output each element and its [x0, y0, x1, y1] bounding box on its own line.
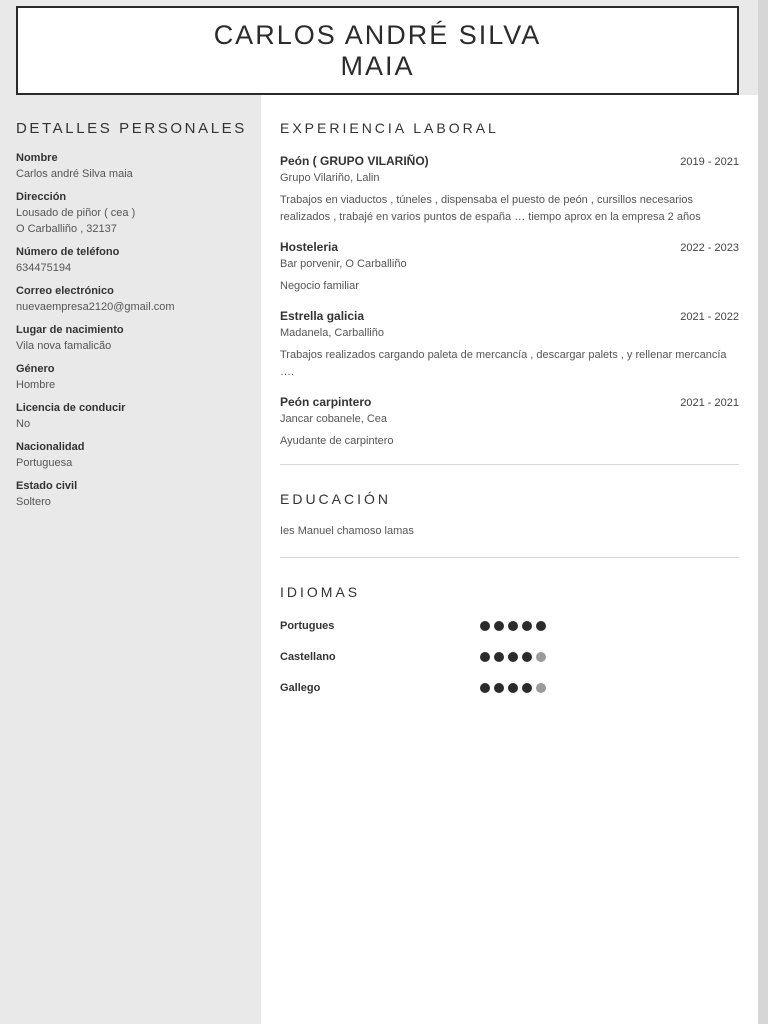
level-dot-filled: [494, 652, 504, 662]
education-list: [280, 525, 739, 537]
language-name: Castellano: [280, 650, 336, 663]
detail-value: Soltero: [16, 496, 51, 508]
main-content: [280, 120, 739, 703]
job-header: [280, 309, 739, 323]
languages-list: [280, 610, 739, 703]
detail-value: O Carballiño , 32137: [16, 223, 117, 235]
language-name: Gallego: [280, 681, 321, 694]
detail-label: Estado civil: [16, 480, 78, 492]
level-dot-empty: [536, 683, 546, 693]
detail-value: Portuguesa: [16, 457, 73, 469]
job-dates: 2021 - 2022: [680, 311, 739, 323]
level-dot-filled: [480, 683, 490, 693]
detail-item: [16, 151, 251, 182]
detail-item: [16, 190, 251, 237]
language-name: Portugues: [280, 619, 335, 632]
level-dot-filled: [522, 621, 532, 631]
detail-item: [16, 323, 251, 354]
name-header: [16, 6, 739, 95]
level-dot-filled: [522, 652, 532, 662]
level-dot-filled: [508, 683, 518, 693]
level-dot-filled: [494, 621, 504, 631]
detail-item: [16, 362, 251, 393]
job-entry: [280, 395, 739, 450]
detail-value: Hombre: [16, 379, 56, 391]
level-dot-filled: [536, 621, 546, 631]
detail-value: Vila nova famalicão: [16, 340, 112, 352]
name-line-2: MAIA: [340, 50, 415, 81]
detail-label: Número de teléfono: [16, 246, 120, 258]
level-dot-filled: [508, 621, 518, 631]
language-row: [280, 672, 739, 703]
detail-item: [16, 284, 251, 315]
education-item: Ies Manuel chamoso lamas: [280, 525, 414, 537]
education-title: EDUCACIÓN: [280, 491, 392, 507]
detail-value: No: [16, 418, 31, 430]
divider: [280, 464, 739, 465]
detail-label: Lugar de nacimiento: [16, 324, 124, 336]
language-level-dots: [480, 683, 546, 693]
level-dot-filled: [494, 683, 504, 693]
language-row: [280, 641, 739, 672]
job-header: [280, 154, 739, 168]
job-dates: 2022 - 2023: [680, 242, 739, 254]
name-line-1: CARLOS ANDRÉ SILVA: [213, 19, 542, 50]
page-right-edge: [758, 0, 768, 1024]
job-entry: [280, 240, 739, 295]
detail-item: [16, 245, 251, 276]
level-dot-empty: [536, 652, 546, 662]
job-description: Negocio familiar: [280, 280, 359, 292]
job-title: Peón carpintero: [280, 395, 372, 409]
job-description: Trabajos en viaductos , túneles , dispensaba el puesto de peón , cursillos necesarios realizados , trabajé en varios puntos de españa … tiempo aprox en la empresa 2 años: [280, 194, 701, 223]
detail-label: Correo electrónico: [16, 285, 114, 297]
job-title: Hosteleria: [280, 240, 339, 254]
divider: [280, 557, 739, 558]
detail-value: nuevaempresa2120@gmail.com: [16, 301, 175, 313]
personal-details-sidebar: [16, 120, 251, 518]
job-company: Jancar cobanele, Cea: [280, 413, 388, 425]
job-dates: 2019 - 2021: [680, 156, 739, 168]
personal-details-title: DETALLES PERSONALES: [16, 120, 247, 137]
detail-value: Carlos andré Silva maia: [16, 168, 133, 180]
job-company: Grupo Vilariño, Lalin: [280, 172, 380, 184]
language-row: [280, 610, 739, 641]
job-title: Estrella galicia: [280, 309, 365, 323]
detail-value: 634475194: [16, 262, 72, 274]
detail-value: Lousado de piñor ( cea ): [16, 207, 136, 219]
detail-item: [16, 401, 251, 432]
job-entry: [280, 154, 739, 226]
job-dates: 2021 - 2021: [680, 397, 739, 409]
job-header: [280, 395, 739, 409]
detail-label: Género: [16, 363, 55, 375]
job-description: Ayudante de carpintero: [280, 435, 394, 447]
job-company: Madanela, Carballiño: [280, 327, 384, 339]
job-entry: [280, 309, 739, 381]
level-dot-filled: [508, 652, 518, 662]
job-title: Peón ( GRUPO VILARIÑO): [280, 154, 429, 168]
language-level-dots: [480, 621, 546, 631]
language-level-dots: [480, 652, 546, 662]
detail-item: [16, 440, 251, 471]
detail-label: Licencia de conducir: [16, 402, 126, 414]
detail-label: Nombre: [16, 152, 58, 164]
level-dot-filled: [522, 683, 532, 693]
detail-item: [16, 479, 251, 510]
experience-title: EXPERIENCIA LABORAL: [280, 120, 499, 136]
detail-label: Nacionalidad: [16, 441, 85, 453]
job-company: Bar porvenir, O Carballiño: [280, 258, 407, 270]
job-description: Trabajos realizados cargando paleta de mercancía , descargar palets , y rellenar mercancía ….: [280, 349, 727, 378]
languages-title: IDIOMAS: [280, 584, 361, 600]
level-dot-filled: [480, 621, 490, 631]
level-dot-filled: [480, 652, 490, 662]
detail-label: Dirección: [16, 191, 67, 203]
job-header: [280, 240, 739, 254]
personal-details-list: [16, 151, 251, 510]
experience-list: [280, 154, 739, 450]
